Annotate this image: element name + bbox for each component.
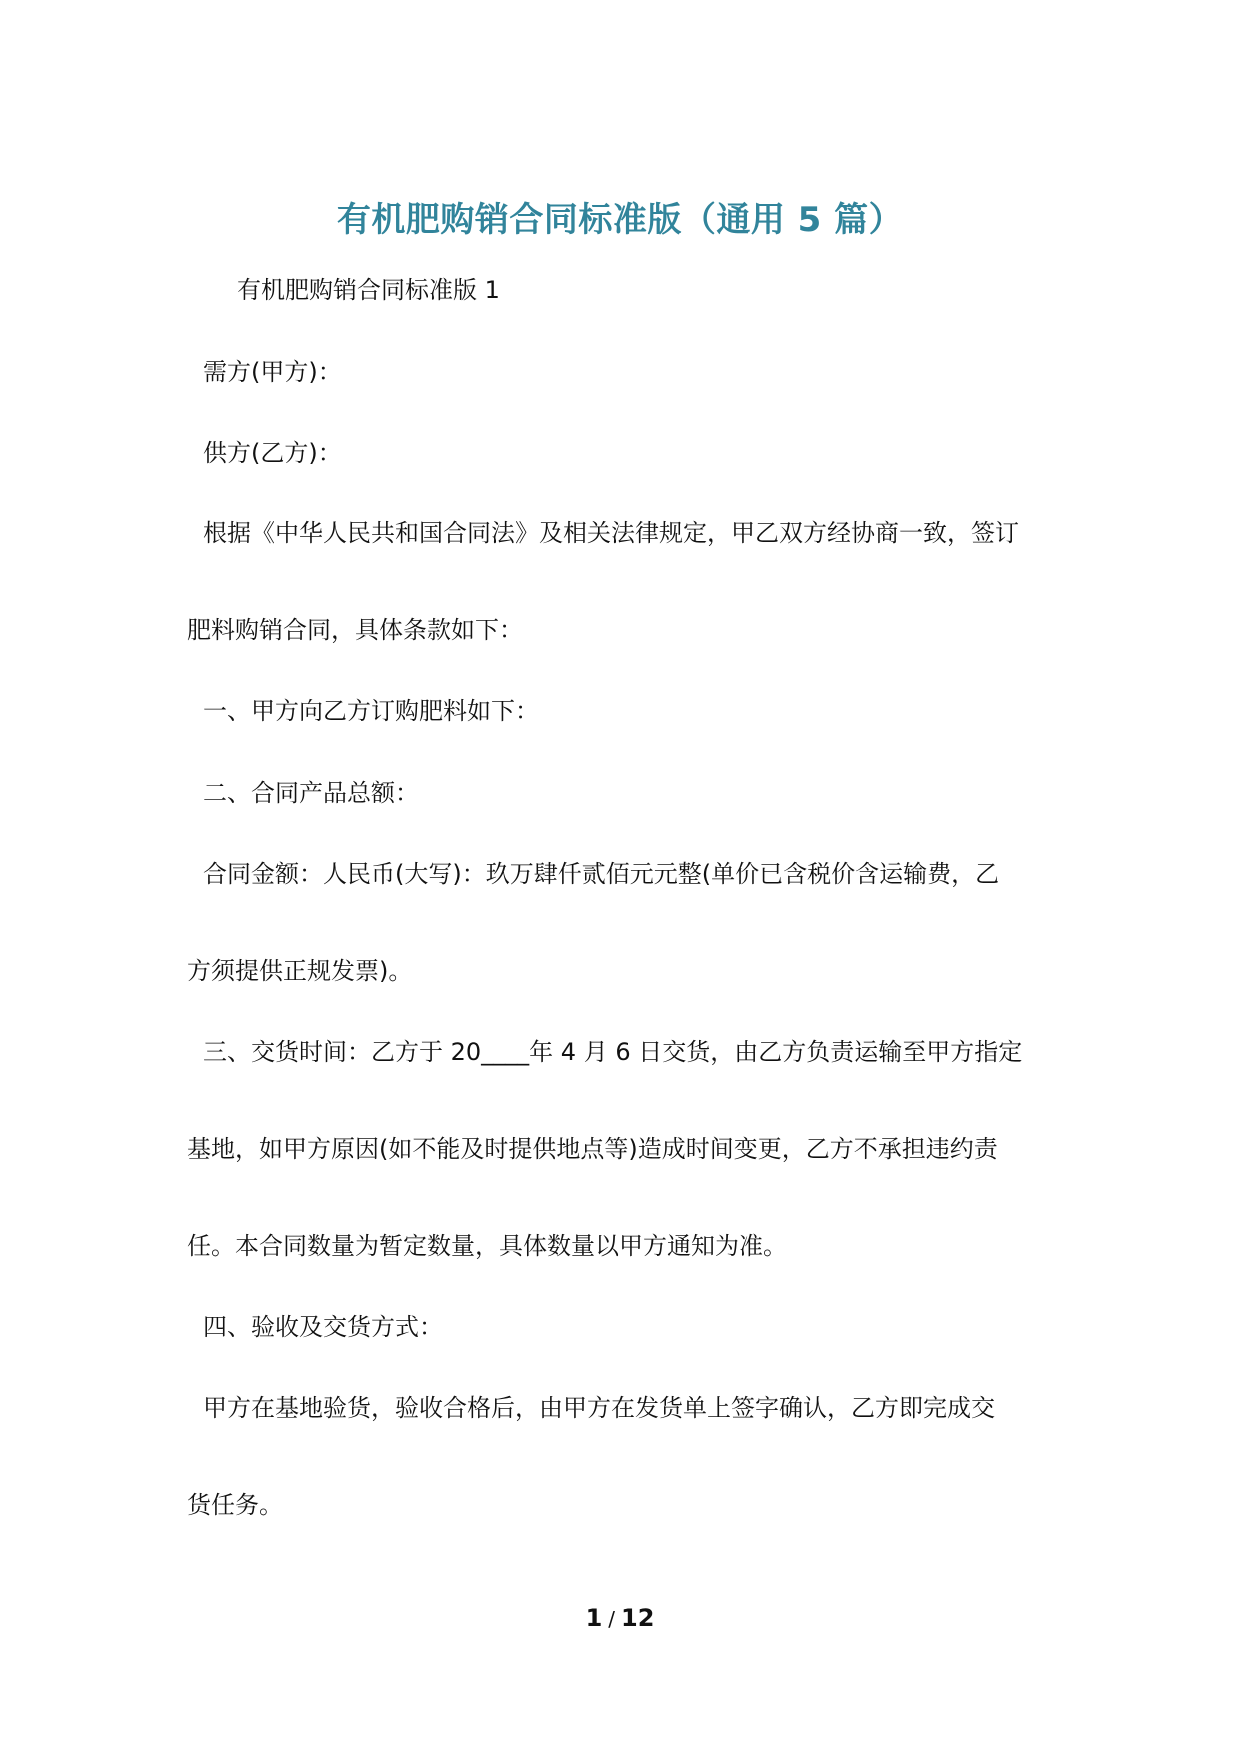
paragraph-line: 基地，如甲方原因(如不能及时提供地点等)造成时间变更，乙方不承担违约责	[187, 1135, 998, 1163]
paragraph-line: 合同金额：人民币(大写)：玖万肆仟贰佰元元整(单价已含税价含运输费，乙	[203, 860, 1000, 888]
page-number	[0, 1604, 1240, 1632]
paragraph-line: 二、合同产品总额：	[203, 779, 419, 807]
paragraph-line: 供方(乙方)：	[203, 439, 342, 467]
paragraph-line: 四、验收及交货方式：	[203, 1313, 443, 1341]
current-page-number: 1	[585, 1604, 603, 1632]
paragraph-line: 任。本合同数量为暂定数量，具体数量以甲方通知为准。	[187, 1232, 787, 1260]
paragraph-line: 方须提供正规发票)。	[187, 957, 413, 985]
paragraph-line: 货任务。	[187, 1491, 283, 1519]
paragraph-line: 根据《中华人民共和国合同法》及相关法律规定，甲乙双方经协商一致，签订	[203, 519, 1019, 547]
document-title: 有机肥购销合同标准版（通用 5 篇）	[336, 200, 904, 240]
paragraph-line: 需方(甲方)：	[203, 358, 342, 386]
paragraph-line: 甲方在基地验货，验收合格后，由甲方在发货单上签字确认，乙方即完成交	[203, 1394, 995, 1422]
paragraph-line: 肥料购销合同，具体条款如下：	[187, 616, 523, 644]
total-pages-number: 12	[621, 1604, 655, 1632]
page-separator: /	[608, 1607, 616, 1631]
section-heading: 有机肥购销合同标准版 1	[237, 276, 500, 304]
paragraph-line: 一、甲方向乙方订购肥料如下：	[203, 697, 539, 725]
paragraph-line: 三、交货时间：乙方于 20____年 4 月 6 日交货，由乙方负责运输至甲方指定	[203, 1038, 1023, 1066]
